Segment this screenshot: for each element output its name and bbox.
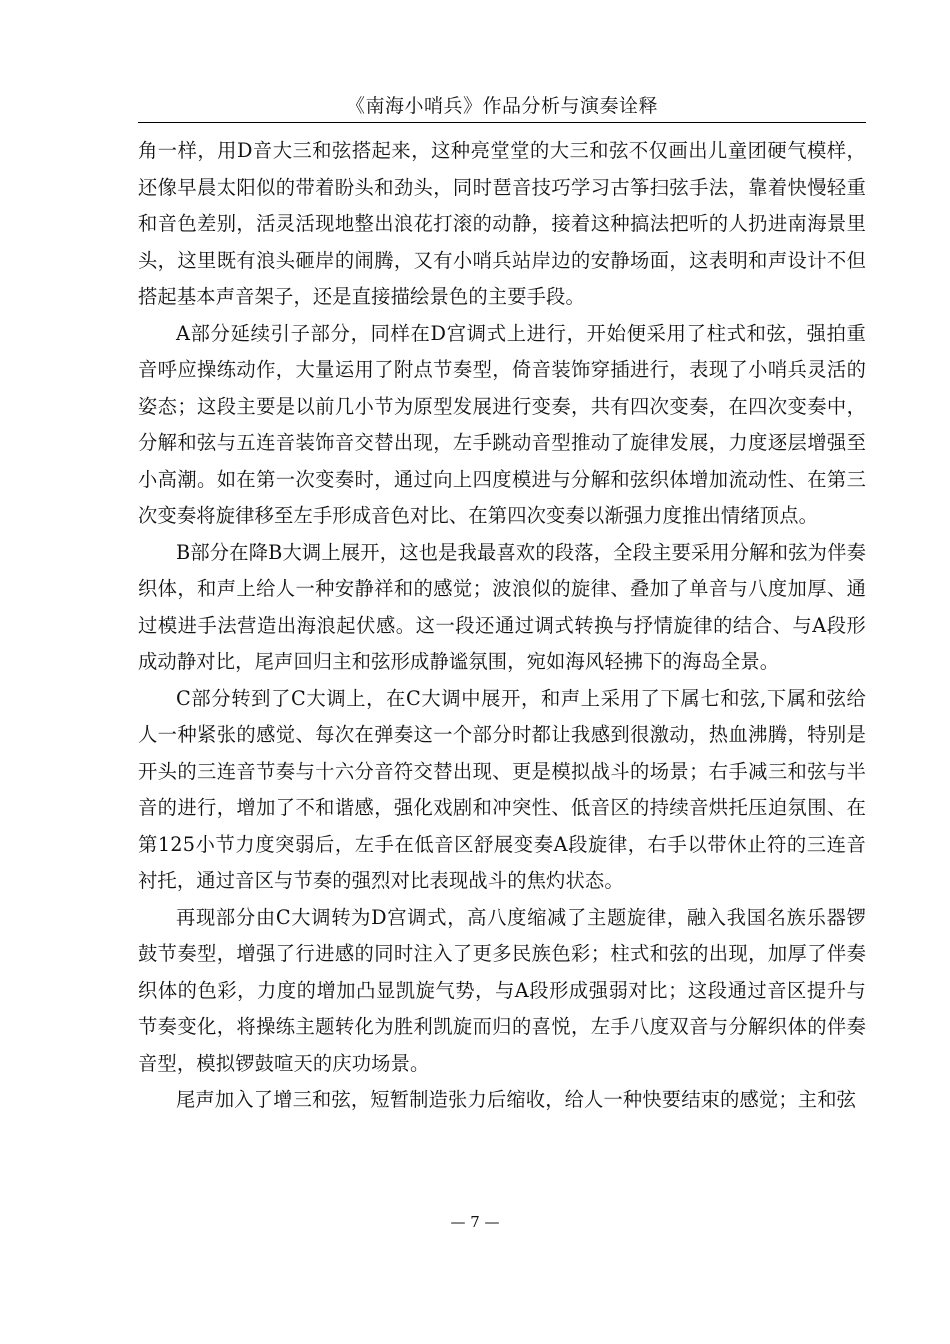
paragraph-section-b: B部分在降B大调上展开，这也是我最喜欢的段落，全段主要采用分解和弦为伴奏织体，和声上给人一种安静祥和的感觉；波浪似的旋律、叠加了单音与八度加厚、通过模进手法营造出海浪起伏感。这一段还通过调式转换与抒情旋律的结合、与A段形成动静对比，尾声回归主和弦形成静谧氛围，宛如海风轻拂下的海岛全景。: [138, 540, 866, 673]
running-header: 《南海小哨兵》作品分析与演奏诠释: [345, 95, 658, 117]
paragraph-coda: 尾声加入了增三和弦，短暂制造张力后缩收，给人一种快要结束的感觉；主和弦: [176, 1088, 857, 1111]
paragraph-continuation: 角一样，用D音大三和弦搭起来，这种亮堂堂的大三和弦不仅画出儿童团硬气模样，还像早晨太阳似的带着盼头和劲头，同时琶音技巧学习古筝扫弦手法，靠着快慢轻重和音色差别，活灵活现地整出浪花打滚的动静，接着这种搞法把听的人扔进南海景里头，这里既有浪头砸岸的闹腾，又有小哨兵站岸边的安静场面，这表明和声设计不但搭起基本声音架子，还是直接描绘景色的主要手段。: [138, 139, 866, 308]
paragraph-section-c: C部分转到了C大调上，在C大调中展开，和声上采用了下属七和弦,下属和弦给人一种紧张的感觉、每次在弹奏这一个部分时都让我感到很激动，热血沸腾，特别是开头的三连音节奏与十六分音符交替出现、更是模拟战斗的场景；右手减三和弦与半音的进行，增加了不和谐感，强化戏剧和冲突性、低音区的持续音烘托压迫氛围、在第125小节力度突弱后，左手在低音区舒展变奏A段旋律，右手以带休止符的三连音衬托，通过音区与节奏的强烈对比表现战斗的焦灼状态。: [138, 686, 866, 892]
body-text: [138, 133, 866, 1119]
page-number: — 7 —: [450, 1213, 500, 1231]
header-divider: [138, 122, 866, 123]
paragraph-recapitulation: 再现部分由C大调转为D宫调式，高八度缩减了主题旋律，融入我国名族乐器锣鼓节奏型，增强了行进感的同时注入了更多民族色彩；柱式和弦的出现，加厚了伴奏织体的色彩，力度的增加凸显凯旋气势，与A段形成强弱对比；这段通过音区提升与节奏变化，将操练主题转化为胜利凯旋而归的喜悦，左手八度双音与分解织体的伴奏音型，模拟锣鼓喧天的庆功场景。: [138, 905, 866, 1075]
paragraph-section-a: A部分延续引子部分，同样在D宫调式上进行，开始便采用了柱式和弦，强拍重音呼应操练动作，大量运用了附点节奏型，倚音装饰穿插进行，表现了小哨兵灵活的姿态；这段主要是以前几小节为原型发展进行变奏，共有四次变奏，在四次变奏中，分解和弦与五连音装饰音交替出现，左手跳动音型推动了旋律发展，力度逐层增强至小高潮。如在第一次变奏时，通过向上四度模进与分解和弦织体增加流动性、在第三次变奏将旋律移至左手形成音色对比、在第四次变奏以渐强力度推出情绪顶点。: [138, 321, 866, 527]
